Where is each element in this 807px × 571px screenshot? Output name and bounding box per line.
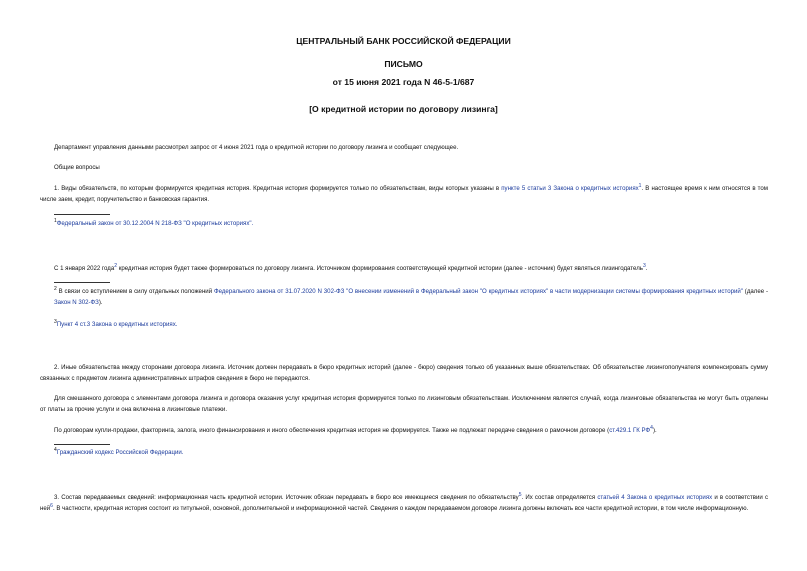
- paragraph-5-text-b: ).: [652, 427, 657, 434]
- footnote-2-text-a: В связи со вступлением в силу отдельных положений: [56, 288, 214, 295]
- footnote-divider: [54, 444, 110, 445]
- paragraph-2: [40, 264, 768, 275]
- paragraph-3: 2. Иные обязательства между сторонами договора лизинга. Источник должен передавать в бюро кредитных историй (далее - бюро) сведения только об указанных выше обязательствах. Об обязательстве лизингополучателя компенсировать сумму связанных с предметом лизинга административных штрафов сведения в бюро не передаются.: [40, 364, 768, 382]
- footnote-ref-1[interactable]: 1: [638, 182, 642, 189]
- link-point-4-art-3[interactable]: Пункт 4 ст.3 Закона о кредитных историях.: [56, 321, 178, 328]
- footnote-3: [54, 320, 768, 331]
- footnote-3-mark: 3: [54, 318, 57, 325]
- footnote-divider: [54, 282, 110, 283]
- link-civil-code-429-1[interactable]: ст.429.1 ГК РФ: [609, 427, 651, 434]
- paragraph-2-text-a: С 1 января 2022 года: [54, 265, 115, 272]
- document-subject: [О кредитной истории по договору лизинга]: [309, 104, 498, 114]
- link-civil-code[interactable]: Гражданский кодекс Российской Федерации.: [56, 449, 184, 456]
- footnote-ref-6[interactable]: 6: [50, 502, 53, 509]
- footnote-ref-4[interactable]: 4: [650, 424, 653, 431]
- paragraph-5: [40, 426, 768, 437]
- paragraph-6-text-c: и в соответствии с ней: [40, 494, 769, 512]
- link-federal-law-218[interactable]: Федеральный закон от 30.12.2004 N 218-ФЗ "О кредитных историях".: [56, 220, 254, 227]
- link-federal-law-302[interactable]: Федерального закона от 31.07.2020 N 302-ФЗ "О внесении изменений в Федеральный закон "О кредитных историях" в части модернизации системы формирования кредитных историй": [213, 288, 743, 295]
- footnote-ref-3[interactable]: 3: [642, 262, 646, 269]
- paragraph-2-text-c: .: [645, 265, 648, 272]
- paragraph-5-text-a: По договорам купли-продажи, факторинга, залога, иного финансирования и иного обеспечения кредитная история не формируется. Также не подлежат передаче сведения о рамочном договоре (: [54, 427, 610, 434]
- footnote-4: [54, 448, 768, 459]
- link-law-article-4[interactable]: статьей 4 Закона о кредитных историях: [597, 494, 713, 501]
- paragraph-6-text-a: 3. Состав передаваемых сведений: информационная часть кредитной истории. Источник обязан передавать в бюро все имеющиеся сведения по обязательству: [54, 494, 519, 501]
- footnote-2-mark: 2: [54, 285, 57, 292]
- footnote-divider: [54, 214, 110, 215]
- paragraph-1: [40, 184, 768, 205]
- issuer-heading: ЦЕНТРАЛЬНЫЙ БАНК РОССИЙСКОЙ ФЕДЕРАЦИИ: [296, 36, 511, 46]
- document-type: ПИСЬМО: [384, 59, 423, 69]
- footnote-2: [54, 287, 768, 308]
- document-date-number: от 15 июня 2021 года N 46-5-1/687: [332, 77, 475, 87]
- link-law-302[interactable]: Закон N 302-ФЗ: [54, 298, 99, 306]
- paragraph-2-text-b: кредитная история будет также формироваться по договору лизинга. Источником формирования соответствующей кредитной истории (далее - источник) будет являться лизингодатель: [117, 265, 643, 272]
- footnote-4-mark: 4: [54, 446, 57, 453]
- paragraph-4: Для смешанного договора с элементами договора лизинга и договора оказания услуг кредитная история формируется только по лизинговым обязательствам. Исключением является случай, когда лизинговые обязательства не могут быть отделены от платы за прочие услуги и она включена в лизинговые платежи.: [40, 395, 768, 413]
- paragraph-6-text-b: . Их состав определяется: [521, 494, 598, 501]
- footnote-2-text-c: ).: [98, 298, 103, 306]
- paragraph-6: [40, 493, 768, 514]
- intro-paragraph: Департамент управления данными рассмотрел запрос от 4 июня 2021 года о кредитной истории по договору лизинга и сообщает следующее.: [54, 144, 459, 151]
- section-heading-general: Общие вопросы: [54, 164, 100, 171]
- footnote-1: [54, 219, 768, 230]
- footnote-ref-2[interactable]: 2: [114, 262, 118, 269]
- footnote-ref-5[interactable]: 5: [518, 491, 522, 498]
- footnote-2-text-b: (далее -: [742, 288, 768, 295]
- footnote-1-mark: 1: [54, 217, 57, 224]
- paragraph-1-text-b: . В настоящее время к ним относятся в том числе заем, кредит, поручительство и банковская гарантия.: [40, 185, 768, 203]
- paragraph-6-text-d: . В частности, кредитная история состоит из титульной, основной, дополнительной и информационной частей. Сведения о каждом передаваемом договоре лизинга должны включать все части кредитной истории, в том числе информационную.: [52, 504, 749, 512]
- paragraph-1-text-a: 1. Виды обязательств, по которым формируется кредитная история. Кредитная история формируется только по обязательствам, виды которых указаны в: [54, 185, 502, 192]
- link-law-point-5[interactable]: пункте 5 статьи 3 Закона о кредитных историях: [501, 185, 639, 192]
